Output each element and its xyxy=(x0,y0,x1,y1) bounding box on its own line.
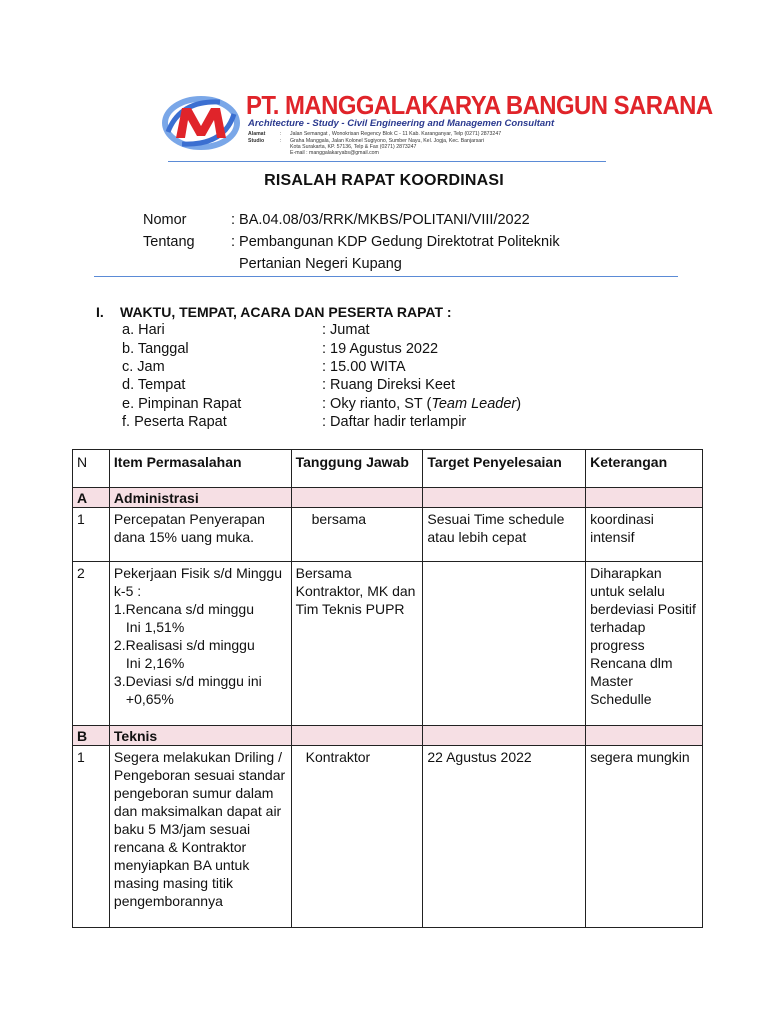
row-target: 22 Agustus 2022 xyxy=(423,746,586,928)
group-code: A xyxy=(73,488,110,508)
header-responsibility: Tanggung Jawab xyxy=(291,450,423,488)
info-row: a. Hari : Jumat xyxy=(122,322,370,338)
row-notes: koordinasi intensif xyxy=(586,508,703,562)
row-responsibility: Bersama Kontraktor, MK dan Tim Teknis PUPR xyxy=(291,562,423,726)
table-row xyxy=(73,508,703,562)
header-no: N xyxy=(73,450,110,488)
row-no: 2 xyxy=(73,562,110,726)
row-responsibility: Kontraktor xyxy=(291,746,423,928)
row-responsibility: bersama xyxy=(291,508,423,562)
info-row: f. Peserta Rapat : Daftar hadir terlampir xyxy=(122,414,467,430)
document-title: RISALAH RAPAT KOORDINASI xyxy=(264,172,504,189)
email-line: E-mail : manggalakaryabs@gmail.com xyxy=(290,150,379,156)
meta-nomor: Nomor : BA.04.08/03/RRK/MKBS/POLITANI/VIII/2022 xyxy=(143,212,530,228)
company-logo-icon xyxy=(160,92,242,154)
company-tagline: Architecture - Study - Civil Engineering and Managemen Consultant xyxy=(248,118,555,129)
group-title: Teknis xyxy=(109,726,291,746)
group-row-administrasi xyxy=(73,488,703,508)
company-name: PT. MANGGALAKARYA BANGUN SARANA xyxy=(246,90,713,120)
meta-divider xyxy=(94,276,678,277)
info-row: e. Pimpinan Rapat : Oky rianto, ST (Team Leader) xyxy=(122,396,522,412)
row-notes: segera mungkin xyxy=(586,746,703,928)
group-title: Administrasi xyxy=(109,488,291,508)
row-item: Segera melakukan Driling / Pengeboran sesuai standar pengeboran sumur dalam dan maksimalkan dapat air baku 5 M3/jam sesuai rencana & Kontraktor menyiapkan BA untuk masing masing titik pengemborannya xyxy=(109,746,291,928)
meta-tentang: Tentang : Pembangunan KDP Gedung Direktotrat Politeknik xyxy=(143,234,560,250)
row-target xyxy=(423,562,586,726)
header-item: Item Permasalahan xyxy=(109,450,291,488)
row-no: 1 xyxy=(73,746,110,928)
info-row: c. Jam : 15.00 WITA xyxy=(122,359,406,375)
row-target: Sesuai Time schedule atau lebih cepat xyxy=(423,508,586,562)
info-row: b. Tanggal : 19 Agustus 2022 xyxy=(122,341,439,357)
group-row-teknis xyxy=(73,726,703,746)
table-row xyxy=(73,746,703,928)
row-item: Percepatan Penyerapan dana 15% uang muka. xyxy=(109,508,291,562)
address-line: Studio : Graha Manggala, Jalan Kolonel Sugiyono, Sumber Nayu, Kel. Jogja, Kec. Banjarsari xyxy=(248,138,485,144)
row-notes: Diharapkan untuk selalu berdeviasi Positif terhadap progress Rencana dlm Master Schedulle xyxy=(586,562,703,726)
table-header-row xyxy=(73,450,703,488)
agenda-table xyxy=(72,449,703,928)
header-target: Target Penyelesaian xyxy=(423,450,586,488)
group-code: B xyxy=(73,726,110,746)
letterhead xyxy=(160,88,713,162)
table-row xyxy=(73,562,703,726)
row-no: 1 xyxy=(73,508,110,562)
header-notes: Keterangan xyxy=(586,450,703,488)
address-line: Alamat : Jalan Semangat , Wonokrisan Regency Blok C - 11 Kab. Karanganyar, Telp (0271) 2873247 xyxy=(248,131,502,137)
meta-tentang-cont: Pertanian Negeri Kupang xyxy=(239,256,402,272)
header-divider xyxy=(168,161,606,162)
row-item: Pekerjaan Fisik s/d Minggu k-5 : 1.Rencana s/d minggu Ini 1,51% 2.Realisasi s/d minggu Ini 2,16% 3.Deviasi s/d minggu ini +0,65% xyxy=(109,562,291,726)
address-line: Kota Surakarta, KP. 57136, Telp & Fax (0271) 2873247 xyxy=(290,144,417,150)
section-heading: I. WAKTU, TEMPAT, ACARA DAN PESERTA RAPAT : xyxy=(96,304,452,320)
info-row: d. Tempat : Ruang Direksi Keet xyxy=(122,377,455,393)
